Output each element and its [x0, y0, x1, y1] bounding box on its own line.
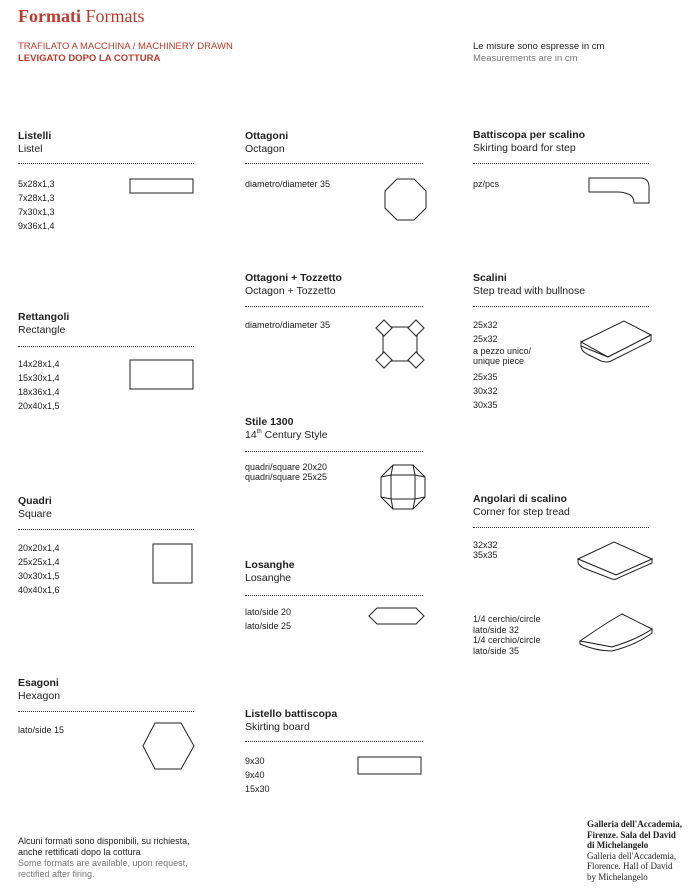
section-losanghe [245, 559, 295, 585]
size-item: diametro/diameter 35 [245, 320, 331, 330]
divider [18, 163, 194, 164]
measure-note-it: Le misure sono espresse in cm [473, 41, 605, 52]
size-item: 1/4 cerchio/circle [473, 635, 541, 645]
section-title-en: Octagon [245, 143, 285, 155]
size-list [473, 318, 531, 412]
size-item: 18x36x1,4 [18, 387, 60, 397]
section-stile [245, 416, 328, 442]
octagon-shape [384, 178, 428, 222]
footer-note [18, 836, 190, 880]
section-title-it: Esagoni [18, 677, 59, 689]
size-item: 9x40 [245, 770, 265, 780]
size-list [245, 605, 291, 633]
octagon-tozzetto-shape [376, 320, 426, 370]
size-item: 20x20x1,4 [18, 543, 60, 553]
section-listelli [18, 130, 51, 156]
section-battiscopa-scalino [473, 129, 585, 155]
section-title-en: 14th Century Style [245, 429, 328, 441]
caption-it-3: di Michelangelo [587, 840, 649, 850]
section-ottagoni-tozzetto [245, 272, 342, 298]
size-item: 9x30 [245, 756, 265, 766]
step-skirting-shape [588, 177, 652, 207]
header-line2: LEVIGATO DOPO LA COTTURA [18, 53, 161, 64]
size-item: pz/pcs [473, 179, 500, 189]
caption-it-2: Firenze. Sala del David [587, 829, 676, 840]
caption-en-1: Galleria dell'Accademia, [587, 850, 677, 861]
footer-en-2: rectified after firing. [18, 869, 95, 879]
section-title-it: Quadri [18, 495, 52, 507]
divider [473, 163, 649, 164]
size-item: diametro/diameter 35 [245, 179, 331, 189]
section-title-it: Scalini [473, 272, 507, 284]
size-list [18, 177, 55, 233]
size-item: quadri/square 25x25 [245, 472, 328, 482]
size-item: 9x36x1,4 [18, 221, 55, 231]
section-esagoni [18, 677, 60, 703]
size-item: 30x35 [473, 400, 498, 410]
divider [245, 306, 423, 307]
corner-step-shape [576, 541, 654, 579]
rectangle-shape [129, 359, 195, 391]
section-title-it: Battiscopa per scalino [473, 129, 586, 141]
size-item: 7x28x1,3 [18, 193, 55, 203]
section-listello-battiscopa [245, 708, 337, 734]
section-angolari [473, 493, 570, 519]
title-it: Formati [18, 6, 81, 26]
divider [245, 451, 423, 452]
section-title-it: Listello battiscopa [245, 708, 338, 720]
hexagon-shape [142, 722, 196, 772]
size-item: lato/side 20 [245, 607, 292, 617]
lozenge-shape [368, 607, 426, 627]
section-title-it: Ottagoni + Tozzetto [245, 272, 342, 284]
title-en: Formats [85, 6, 145, 26]
size-item: lato/side 15 [18, 725, 65, 735]
divider [245, 595, 423, 596]
size-list [473, 540, 498, 560]
footer-en-1: Some formats are available, upon request, [18, 858, 188, 868]
divider [18, 529, 194, 530]
size-list [18, 357, 60, 413]
size-item: 15x30x1,4 [18, 373, 60, 383]
caption-en-3: by Michelangelo [587, 871, 648, 882]
size-list [245, 318, 330, 332]
divider [18, 346, 194, 347]
section-scalini [473, 272, 585, 298]
page-title [18, 6, 145, 27]
section-title-it: Losanghe [245, 559, 295, 571]
size-item: 25x32 [473, 320, 498, 330]
section-title-it: Rettangoli [18, 311, 70, 323]
size-list [245, 177, 330, 191]
square-shape [152, 543, 194, 585]
size-item: 14x28x1,4 [18, 359, 60, 369]
section-quadri [18, 495, 52, 521]
size-item: 15x30 [245, 784, 270, 794]
size-list [245, 754, 270, 796]
size-item: lato/side 35 [473, 645, 520, 656]
size-item: 30x30x1,5 [18, 571, 60, 581]
divider [18, 711, 194, 712]
section-title-en: Octagon + Tozzetto [245, 285, 336, 297]
header-right [473, 41, 604, 65]
size-item: 7x30x1,3 [18, 207, 55, 217]
step-tread-shape [579, 320, 653, 368]
skirting-board-shape [357, 756, 423, 776]
divider [473, 306, 649, 307]
size-list [18, 541, 60, 597]
divider [473, 527, 649, 528]
size-item: 20x40x1,5 [18, 401, 60, 411]
section-title-en: Rectangle [18, 324, 66, 336]
section-title-en: Corner for step tread [473, 506, 570, 518]
section-title-it: Listelli [18, 130, 52, 142]
section-title-en: Skirting board [245, 721, 310, 733]
header-line1: TRAFILATO A MACCHINA / MACHINERY DRAWN [18, 41, 233, 52]
photo-caption [587, 819, 682, 882]
section-title-en: Hexagon [18, 690, 61, 702]
measure-note-en: Measurements are in cm [473, 53, 578, 64]
listel-shape [129, 178, 195, 194]
size-item: 25x35 [473, 372, 498, 382]
size-item: quadri/square 20x20 [245, 462, 328, 472]
size-item: unique piece [473, 356, 525, 366]
size-item: 1/4 cerchio/circle [473, 614, 541, 624]
size-item: lato/side 32 [473, 624, 520, 635]
style-1300-shape [380, 464, 428, 512]
section-title-it: Angolari di scalino [473, 493, 567, 505]
section-rettangoli [18, 311, 69, 337]
size-list [473, 177, 499, 191]
section-title-en: Listel [18, 143, 43, 155]
footer-it-2: anche rettificati dopo la cottura [18, 847, 141, 857]
quarter-circle-step-shape [578, 613, 654, 651]
size-item: 25x25x1,4 [18, 557, 60, 567]
section-title-en: Square [18, 508, 52, 520]
divider [245, 163, 423, 164]
size-list [18, 723, 64, 737]
section-title-it: Stile 1300 [245, 416, 294, 428]
size-item: lato/side 25 [245, 621, 292, 631]
divider [245, 741, 423, 742]
section-title-en: Losanghe [245, 572, 292, 584]
size-item: 25x32 [473, 334, 498, 344]
size-item: 40x40x1,6 [18, 585, 60, 595]
section-title-en: Step tread with bullnose [473, 285, 586, 297]
section-title-it: Ottagoni [245, 130, 289, 142]
size-list [473, 614, 541, 656]
size-item: 35x35 [473, 550, 498, 560]
size-item: 5x28x1,3 [18, 179, 55, 189]
section-title-en: Skirting board for step [473, 142, 576, 154]
size-item: 32x32 [473, 540, 498, 550]
header-left [18, 41, 233, 65]
section-ottagoni [245, 130, 288, 156]
footer-it-1: Alcuni formati sono disponibili, su richiesta, [18, 836, 190, 846]
caption-it-1: Galleria dell'Accademia, [587, 819, 682, 829]
caption-en-2: Florence. Hall of David [587, 861, 673, 871]
size-item: 30x32 [473, 386, 498, 396]
size-list [245, 462, 327, 482]
size-item: a pezzo unico/ [473, 346, 532, 356]
